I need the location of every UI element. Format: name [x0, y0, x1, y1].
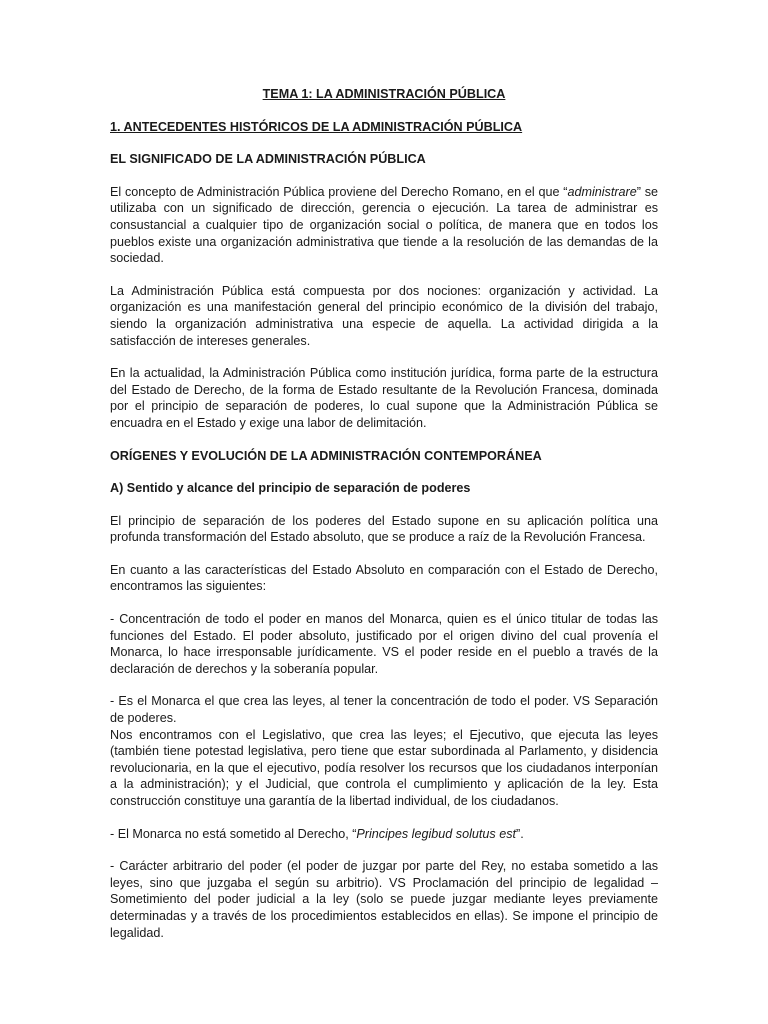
heading-origenes: ORÍGENES Y EVOLUCIÓN DE LA ADMINISTRACIÓN CONTEMPORÁNEA: [110, 448, 542, 463]
section-heading-antecedentes: 1. ANTECEDENTES HISTÓRICOS DE LA ADMINISTRACIÓN PÚBLICA: [110, 119, 523, 134]
paragraph-monarca-derecho-start: - El Monarca no está sometido al Derecho, “: [110, 826, 357, 841]
paragraph-concentracion: - Concentración de todo el poder en manos del Monarca, quien es el único titular de todas las funciones del Estado. El poder absoluto, justificado por el origen divino del cual provenía el Monarca, lo hace irresponsable jurídicamente. VS el poder reside en el pueblo a través de la declaración de derechos y la soberanía popular.: [110, 612, 658, 676]
paragraph-monarca-derecho-end: ”.: [516, 826, 524, 841]
paragraph-principio: El principio de separación de los poderes del Estado supone en su aplicación política una profunda transformación del Estado absoluto, que se produce a raíz de la Revolución Francesa.: [110, 513, 658, 545]
heading-significado: EL SIGNIFICADO DE LA ADMINISTRACIÓN PÚBLICA: [110, 152, 426, 167]
paragraph-concepto-end: ” se utilizaba con un significado de dirección, gerencia o ejecución. La tarea de administrar es consustancial a cualquier tipo de organización social o política, de manera que en todos los pueblos existe una organización administrativa que tiende a la resolución de las demandas de la sociedad.: [110, 184, 659, 266]
paragraph-monarca-derecho: [110, 826, 658, 843]
paragraph-arbitrario: - Carácter arbitrario del poder (el poder de juzgar por parte del Rey, no estaba sometido a las leyes, sino que juzgaba el según su arbitrio). VS Proclamación del principio de legalidad – Sometimiento del poder judicial a la ley (solo se puede juzgar mediante leyes previamente determinadas y a través de los procedimientos establecidos en ellas). Se impone el principio de legalidad.: [110, 859, 658, 940]
paragraph-poderes: Nos encontramos con el Legislativo, que crea las leyes; el Ejecutivo, que ejecuta las leyes (también tiene potestad legislativa, pero tiene que estar subordinada al Parlamento, y disidencia revolucionaria, en la que el ejecutivo, podía resolver los recursos que los ciudadanos interponían a la administración); y el Judicial, que controla el cumplimiento y aplicación de la ley. Esta construcción constituye una garantía de la libertad individual, de los ciudadanos.: [110, 727, 658, 808]
paragraph-concepto-start: El concepto de Administración Pública proviene del Derecho Romano, en el que “: [110, 184, 568, 199]
paragraph-nociones: La Administración Pública está compuesta por dos nociones: organización y actividad. La organización es una manifestación general del principio económico de la división del trabajo, siendo la organización administrativa una especie de aquella. La actividad dirigida a la satisfacción de intereses generales.: [110, 283, 658, 348]
term-administrare: administrare: [567, 184, 637, 199]
paragraph-concepto: [110, 184, 658, 267]
paragraph-caracteristicas: En cuanto a las características del Estado Absoluto en comparación con el Estado de Derecho, encontramos las siguientes:: [110, 562, 658, 594]
term-principes: Principes legibud solutus est: [356, 826, 517, 841]
paragraph-actualidad: En la actualidad, la Administración Pública como institución jurídica, forma parte de la estructura del Estado de Derecho, de la forma de Estado resultante de la Revolución Francesa, dominada por el principio de separación de poderes, lo cual supone que la Administración Pública se encuadra en el Estado y exige una labor de delimitación.: [110, 366, 658, 430]
subheading-separacion-poderes: A) Sentido y alcance del principio de separación de poderes: [110, 481, 471, 496]
document-title: TEMA 1: LA ADMINISTRACIÓN PÚBLICA: [262, 87, 506, 101]
paragraph-monarca-leyes: - Es el Monarca el que crea las leyes, al tener la concentración de todo el poder. VS Separación de poderes.: [110, 694, 658, 726]
